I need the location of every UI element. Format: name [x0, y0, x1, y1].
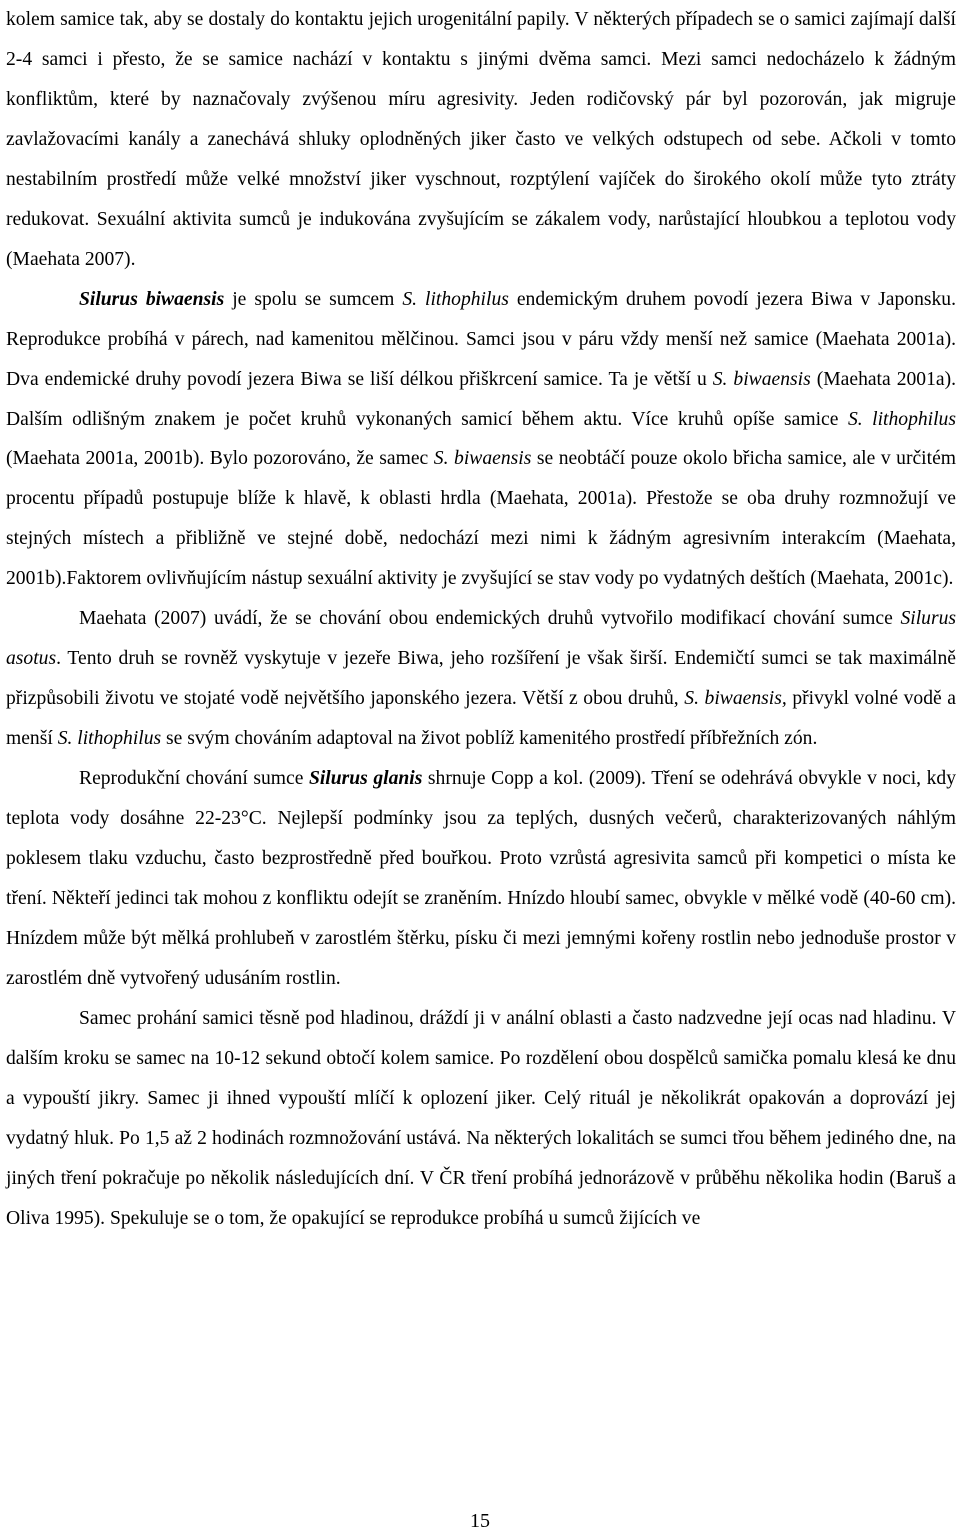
- page-number: 15: [470, 1510, 490, 1532]
- text-run: Reprodukční chování sumce: [79, 768, 309, 790]
- text-run: shrnuje Copp a kol. (2009). Tření se odehrává obvykle v noci, kdy teplota vody dosáhne 22-23°C. Nejlepší podmínky jsou za teplých, dusných večerů, charakterizovaných náhlým poklesem tlaku vzduchu, často bezprostředně před bouřkou. Proto vzrůstá agresivita samců při kompetici o místa ke tření. Někteří jedinci tak mohou z konfliktu odejít se zraněním. Hnízdo hloubí samec, obvykle v mělké vodě (40-60 cm). Hnízdem může být mělká prohlubeň v zarostlém štěrku, písku či mezi jemnými kořeny rostlin nebo jednoduše prostor v zarostlém dně vytvořený udusáním rostlin.: [6, 768, 956, 989]
- species-name: S. biwaensis: [712, 368, 811, 390]
- text-run: endemickým druhem povodí jezera Biwa v Japonsku. Reprodukce probíhá v párech, nad kamenitou mělčinou. Samci jsou v páru vždy menší než samice (Maehata 2001a). Dva endemické druhy povodí jezera Biwa se liší délkou přiškrcení samice. Ta je větší u: [6, 288, 956, 390]
- species-name: Silurus asotus: [6, 608, 956, 670]
- paragraph: [6, 0, 956, 280]
- text-run: se svým chováním adaptoval na život poblíž kamenitého prostředí příbřežních zón.: [161, 728, 818, 750]
- species-name: S. biwaensis,: [684, 688, 787, 710]
- species-name: S. lithophilus: [402, 288, 509, 310]
- text-run: . Tento druh se rovněž vyskytuje v jezeře Biwa, jeho rozšíření je však širší. Endemičtí sumci se tak maximálně přizpůsobili životu ve stojaté vodě největšího japonského jezera. Větší z obou druhů,: [6, 648, 956, 710]
- page-body: [6, 0, 956, 1239]
- species-name: S. lithophilus: [847, 408, 956, 430]
- text-run: Maehata (2007) uvádí, že se chování obou endemických druhů vytvořilo modifikací chování sumce: [79, 608, 901, 630]
- text-run: přivykl volné vodě a menší: [6, 688, 957, 750]
- text-run: se neobtáčí pouze okolo břicha samice, ale v určitém procentu případů postupuje blíže k hlavě, k oblasti hrdla (Maehata, 2001a). Přestože se oba druhy rozmnožují ve stejných místech a přibližně ve stejné době, nedochází mezi nimi k žádným agresivním interakcím (Maehata, 2001b).Faktorem ovlivňujícím nástup sexuální aktivity je zvyšující se stav vody po vydatných deštích (Maehata, 2001c).: [6, 448, 957, 590]
- text-run: kolem samice tak, aby se dostaly do kontaktu jejich urogenitální papily. V některých případech se o samici zajímají další 2-4 samci i přesto, že se samice nachází v kontaktu s jinými dvěma samci. Mezi samci nedocházelo k žádným konfliktům, které by naznačovaly zvýšenou míru agresivity. Jeden rodičovský pár byl pozorován, jak migruje zavlažovacími kanály a zanechává shluky oplodněných jiker často ve velkých odstupech od sebe. Ačkoli v tomto nestabilním prostředí může velké množství jiker vyschnout, rozptýlení vajíček do širokého okolí může tyto ztráty redukovat. Sexuální aktivita sumců je indukována zvyšujícím se zákalem vody, narůstající hloubkou a teplotou vody (Maehata 2007).: [6, 9, 956, 270]
- paragraph: [6, 599, 956, 759]
- text-run: Samec prohání samici těsně pod hladinou, dráždí ji v anální oblasti a často nadzvedne její ocas nad hladinu. V dalším kroku se samec na 10-12 sekund obtočí kolem samice. Po rozdělení obou dospělců samička pomalu klesá ke dnu a vypouští jikry. Samec ji ihned vypouští mlíčí k oplození jiker. Celý rituál je několikrát opakován a doprovází jej vydatný hluk. Po 1,5 až 2 hodinách rozmnožování ustává. Na některých lokalitách se sumci třou během jediného dne, na jiných tření pokračuje po několik následujících dní. V ČR tření probíhá jednorázově v průběhu několika hodin (Baruš a Oliva 1995). Spekuluje se o tom, že opakující se reprodukce probíhá u sumců žijících ve: [6, 1007, 956, 1229]
- text-run: (Maehata 2001a, 2001b). Bylo pozorováno, že samec: [6, 448, 434, 470]
- species-name: S. lithophilus: [57, 728, 162, 750]
- species-name: S. biwaensis: [433, 448, 532, 470]
- paragraph: [6, 280, 956, 600]
- text-run: je spolu se sumcem: [224, 288, 403, 310]
- paragraph: [6, 759, 956, 999]
- species-name-emphasis: Silurus glanis: [308, 768, 423, 790]
- text-run: (Maehata 2001a). Dalším odlišným znakem je počet kruhů vykonaných samicí během aktu. Více kruhů opíše samice: [6, 368, 956, 430]
- species-name-emphasis: Silurus biwaensis: [79, 288, 225, 310]
- paragraph: [6, 999, 956, 1239]
